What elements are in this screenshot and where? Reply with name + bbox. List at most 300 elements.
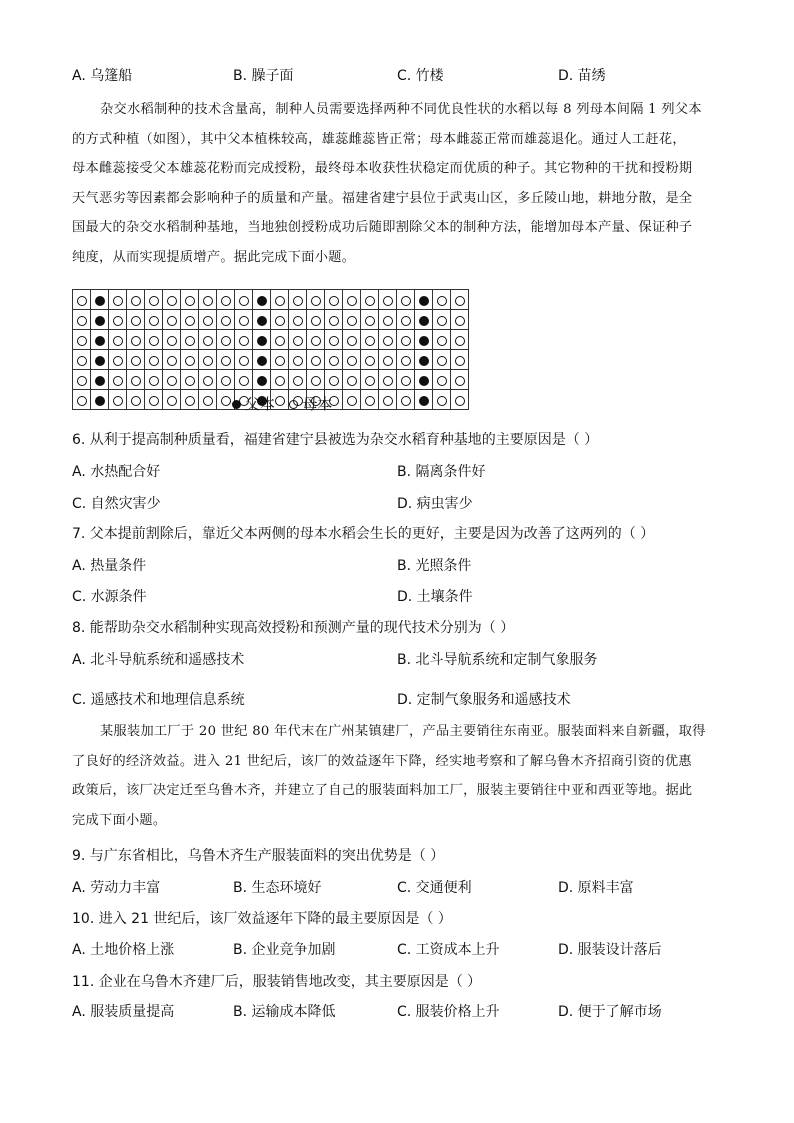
mother-plant-circle-icon — [401, 316, 411, 326]
q5-option-b: B. 臊子面 — [233, 68, 294, 84]
grid-cell — [109, 310, 127, 330]
passage-line: 国最大的杂交水稻制种基地，当地独创授粉成功后随即割除父本的制种方法，能增加母本产量、保证种子 — [72, 220, 693, 235]
q5-option-d: D. 苗绣 — [558, 68, 606, 84]
grid-cell — [397, 290, 415, 310]
grid-cell — [163, 310, 181, 330]
mother-plant-circle-icon — [437, 376, 447, 386]
grid-cell — [325, 290, 343, 310]
grid-cell — [397, 370, 415, 390]
mother-plant-circle-icon — [221, 376, 231, 386]
father-plant-dot-icon — [95, 336, 105, 346]
mother-plant-circle-icon — [401, 296, 411, 306]
grid-cell — [307, 370, 325, 390]
grid-cell — [433, 310, 451, 330]
grid-row — [73, 350, 469, 370]
mother-plant-circle-icon — [239, 296, 249, 306]
grid-cell — [253, 290, 271, 310]
father-plant-dot-icon — [419, 296, 429, 306]
father-plant-dot-icon — [257, 316, 267, 326]
mother-plant-circle-icon — [437, 396, 447, 406]
q6-option-d: D. 病虫害少 — [397, 496, 473, 512]
grid-cell — [271, 350, 289, 370]
q7-option-c: C. 水源条件 — [72, 589, 147, 605]
grid-cell — [415, 330, 433, 350]
mother-plant-circle-icon — [293, 316, 303, 326]
q10-option-a: A. 土地价格上涨 — [72, 942, 175, 958]
father-plant-dot-icon — [419, 376, 429, 386]
mother-plant-circle-icon — [293, 336, 303, 346]
q11-option-a: A. 服装质量提高 — [72, 1004, 175, 1020]
father-plant-dot-icon — [95, 376, 105, 386]
grid-cell — [397, 310, 415, 330]
mother-plant-circle-icon — [167, 376, 177, 386]
mother-plant-circle-icon — [167, 316, 177, 326]
mother-plant-circle-icon — [149, 336, 159, 346]
mother-plant-circle-icon — [365, 376, 375, 386]
grid-cell — [217, 310, 235, 330]
passage-line: 政策后，该厂决定迁至乌鲁木齐，并建立了自己的服装面料加工厂，服装主要销往中亚和西亚等地。据此 — [72, 783, 693, 798]
mother-plant-circle-icon — [383, 296, 393, 306]
mother-plant-circle-icon — [365, 336, 375, 346]
passage-line: 完成下面小题。 — [72, 812, 167, 828]
mother-plant-circle-icon — [131, 296, 141, 306]
mother-plant-circle-icon — [221, 396, 231, 406]
q5-option-a: A. 乌篷船 — [72, 68, 133, 84]
father-dot-icon — [232, 400, 241, 409]
q10-stem: 10. 进入 21 世纪后，该厂效益逐年下降的最主要原因是（ ） — [72, 911, 452, 927]
q10-option-b: B. 企业竞争加剧 — [233, 942, 336, 958]
legend-mother-label: 母本 — [302, 395, 333, 413]
q11-stem: 11. 企业在乌鲁木齐建厂后，服装销售地改变，其主要原因是（ ） — [72, 974, 482, 990]
grid-cell — [145, 330, 163, 350]
mother-plant-circle-icon — [149, 356, 159, 366]
mother-plant-circle-icon — [239, 376, 249, 386]
grid-cell — [343, 350, 361, 370]
father-plant-dot-icon — [419, 356, 429, 366]
grid-cell — [91, 390, 109, 410]
q8-option-a: A. 北斗导航系统和遥感技术 — [72, 652, 245, 668]
passage-line: 某服装加工厂于 20 世纪 80 年代末在广州某镇建厂，产品主要销往东南亚。服装面料来自新疆，取得 — [100, 724, 706, 739]
mother-plant-circle-icon — [131, 316, 141, 326]
mother-plant-circle-icon — [167, 396, 177, 406]
grid-cell — [307, 290, 325, 310]
q9-option-a: A. 劳动力丰富 — [72, 880, 161, 896]
grid-cell — [433, 390, 451, 410]
mother-plant-circle-icon — [131, 376, 141, 386]
mother-plant-circle-icon — [455, 356, 465, 366]
grid-cell — [451, 370, 469, 390]
mother-plant-circle-icon — [365, 356, 375, 366]
mother-plant-circle-icon — [239, 336, 249, 346]
mother-plant-circle-icon — [293, 356, 303, 366]
mother-plant-circle-icon — [401, 396, 411, 406]
grid-cell — [91, 330, 109, 350]
q8-stem: 8. 能帮助杂交水稻制种实现高效授粉和预测产量的现代技术分别为（ ） — [72, 620, 515, 636]
grid-cell — [415, 370, 433, 390]
planting-grid-figure — [72, 289, 469, 410]
grid-cell — [271, 370, 289, 390]
mother-plant-circle-icon — [167, 296, 177, 306]
mother-plant-circle-icon — [221, 336, 231, 346]
grid-cell — [73, 350, 91, 370]
mother-plant-circle-icon — [329, 356, 339, 366]
grid-cell — [379, 390, 397, 410]
mother-plant-circle-icon — [347, 316, 357, 326]
grid-cell — [343, 390, 361, 410]
father-plant-dot-icon — [257, 376, 267, 386]
mother-plant-circle-icon — [383, 316, 393, 326]
mother-plant-circle-icon — [113, 316, 123, 326]
mother-plant-circle-icon — [401, 356, 411, 366]
mother-plant-circle-icon — [437, 336, 447, 346]
mother-plant-circle-icon — [185, 336, 195, 346]
q8-option-b: B. 北斗导航系统和定制气象服务 — [397, 652, 598, 668]
grid-cell — [145, 390, 163, 410]
mother-plant-circle-icon — [275, 296, 285, 306]
mother-plant-circle-icon — [149, 296, 159, 306]
grid-cell — [415, 290, 433, 310]
grid-cell — [199, 350, 217, 370]
grid-cell — [145, 290, 163, 310]
q9-option-d: D. 原料丰富 — [558, 880, 634, 896]
mother-plant-circle-icon — [437, 316, 447, 326]
grid-cell — [289, 310, 307, 330]
grid-cell — [343, 310, 361, 330]
grid-cell — [451, 390, 469, 410]
grid-cell — [217, 350, 235, 370]
grid-cell — [163, 390, 181, 410]
mother-plant-circle-icon — [311, 316, 321, 326]
grid-cell — [397, 350, 415, 370]
grid-cell — [307, 310, 325, 330]
grid-cell — [433, 350, 451, 370]
grid-cell — [181, 330, 199, 350]
mother-plant-circle-icon — [455, 296, 465, 306]
q5-option-c: C. 竹楼 — [397, 68, 444, 84]
mother-plant-circle-icon — [167, 356, 177, 366]
grid-cell — [253, 310, 271, 330]
grid-cell — [235, 370, 253, 390]
grid-cell — [451, 330, 469, 350]
mother-plant-circle-icon — [149, 316, 159, 326]
grid-cell — [235, 350, 253, 370]
mother-plant-circle-icon — [293, 376, 303, 386]
grid-cell — [127, 290, 145, 310]
passage-line: 杂交水稻制种的技术含量高，制种人员需要选择两种不同优良性状的水稻以每 8 列母本间隔 1 列父本 — [100, 102, 702, 117]
grid-cell — [415, 350, 433, 370]
grid-cell — [181, 390, 199, 410]
mother-plant-circle-icon — [311, 376, 321, 386]
mother-plant-circle-icon — [383, 356, 393, 366]
q10-option-d: D. 服装设计落后 — [558, 942, 662, 958]
grid-cell — [235, 310, 253, 330]
father-plant-dot-icon — [95, 316, 105, 326]
grid-cell — [343, 370, 361, 390]
mother-plant-circle-icon — [185, 296, 195, 306]
mother-plant-circle-icon — [221, 296, 231, 306]
grid-cell — [199, 390, 217, 410]
mother-plant-circle-icon — [131, 356, 141, 366]
mother-plant-circle-icon — [347, 396, 357, 406]
mother-plant-circle-icon — [383, 336, 393, 346]
mother-plant-circle-icon — [77, 356, 87, 366]
grid-row — [73, 370, 469, 390]
grid-cell — [415, 310, 433, 330]
mother-plant-circle-icon — [311, 356, 321, 366]
grid-cell — [163, 290, 181, 310]
grid-cell — [73, 330, 91, 350]
grid-cell — [217, 370, 235, 390]
q9-stem: 9. 与广东省相比，乌鲁木齐生产服装面料的突出优势是（ ） — [72, 848, 445, 864]
mother-plant-circle-icon — [203, 396, 213, 406]
mother-plant-circle-icon — [437, 296, 447, 306]
mother-plant-circle-icon — [185, 396, 195, 406]
grid-cell — [163, 330, 181, 350]
q11-option-d: D. 便于了解市场 — [558, 1004, 662, 1020]
grid-cell — [91, 370, 109, 390]
passage-line: 天气恶劣等因素都会影响种子的质量和产量。福建省建宁县位于武夷山区，多丘陵山地，耕地分散，是全 — [72, 190, 693, 206]
grid-cell — [73, 290, 91, 310]
grid-cell — [91, 350, 109, 370]
mother-plant-circle-icon — [383, 396, 393, 406]
grid-cell — [91, 290, 109, 310]
grid-cell — [379, 290, 397, 310]
mother-plant-circle-icon — [347, 336, 357, 346]
grid-cell — [451, 310, 469, 330]
passage-line: 的方式种植（如图），其中父本植株较高，雄蕊雌蕊皆正常；母本雌蕊正常而雄蕊退化。通过人工赶花， — [72, 131, 686, 147]
passage-line: 母本雌蕊接受父本雄蕊花粉而完成授粉，最终母本收获性状稳定而优质的种子。其它物种的干扰和授粉期 — [72, 161, 693, 176]
grid-cell — [343, 290, 361, 310]
grid-cell — [361, 390, 379, 410]
mother-plant-circle-icon — [77, 396, 87, 406]
q11-option-b: B. 运输成本降低 — [233, 1004, 336, 1020]
grid-cell — [181, 310, 199, 330]
grid-cell — [415, 390, 433, 410]
grid-cell — [343, 330, 361, 350]
mother-plant-circle-icon — [365, 296, 375, 306]
grid-cell — [325, 370, 343, 390]
mother-plant-circle-icon — [383, 376, 393, 386]
mother-plant-circle-icon — [185, 316, 195, 326]
passage-line: 纯度，从而实现提质增产。据此完成下面小题。 — [72, 249, 356, 265]
mother-plant-circle-icon — [167, 336, 177, 346]
grid-cell — [109, 350, 127, 370]
grid-cell — [127, 370, 145, 390]
grid-cell — [361, 370, 379, 390]
mother-plant-circle-icon — [311, 296, 321, 306]
q6-option-b: B. 隔离条件好 — [397, 464, 486, 480]
mother-plant-circle-icon — [221, 356, 231, 366]
grid-cell — [379, 370, 397, 390]
q9-option-b: B. 生态环境好 — [233, 880, 322, 896]
mother-plant-circle-icon — [77, 376, 87, 386]
mother-plant-circle-icon — [347, 296, 357, 306]
mother-plant-circle-icon — [275, 356, 285, 366]
q8-option-c: C. 遥感技术和地理信息系统 — [72, 692, 245, 708]
q7-option-b: B. 光照条件 — [397, 558, 472, 574]
mother-plant-circle-icon — [455, 336, 465, 346]
grid-cell — [361, 290, 379, 310]
mother-plant-circle-icon — [275, 336, 285, 346]
grid-cell — [199, 370, 217, 390]
mother-plant-circle-icon — [113, 396, 123, 406]
mother-plant-circle-icon — [113, 296, 123, 306]
grid-cell — [73, 390, 91, 410]
mother-plant-circle-icon — [347, 376, 357, 386]
q6-option-c: C. 自然灾害少 — [72, 496, 161, 512]
grid-cell — [181, 350, 199, 370]
mother-plant-circle-icon — [437, 356, 447, 366]
father-plant-dot-icon — [419, 396, 429, 406]
mother-plant-circle-icon — [239, 316, 249, 326]
father-plant-dot-icon — [257, 336, 267, 346]
grid-cell — [109, 370, 127, 390]
mother-plant-circle-icon — [401, 376, 411, 386]
passage-line: 了良好的经济效益。进入 21 世纪后，该厂的效益逐年下降，经实地考察和了解乌鲁木齐招商引资的优惠 — [72, 753, 692, 769]
grid-cell — [253, 350, 271, 370]
mother-circle-icon — [289, 400, 298, 409]
q7-option-a: A. 热量条件 — [72, 558, 147, 574]
grid-cell — [325, 310, 343, 330]
grid-cell — [127, 310, 145, 330]
grid-cell — [433, 290, 451, 310]
father-plant-dot-icon — [257, 296, 267, 306]
mother-plant-circle-icon — [203, 376, 213, 386]
grid-cell — [253, 330, 271, 350]
grid-cell — [397, 330, 415, 350]
grid-cell — [433, 370, 451, 390]
mother-plant-circle-icon — [365, 316, 375, 326]
grid-cell — [145, 310, 163, 330]
grid-cell — [289, 290, 307, 310]
grid-cell — [325, 330, 343, 350]
mother-plant-circle-icon — [329, 296, 339, 306]
grid-cell — [451, 290, 469, 310]
grid-cell — [217, 290, 235, 310]
mother-plant-circle-icon — [329, 316, 339, 326]
grid-cell — [235, 290, 253, 310]
mother-plant-circle-icon — [311, 336, 321, 346]
mother-plant-circle-icon — [239, 356, 249, 366]
mother-plant-circle-icon — [203, 316, 213, 326]
father-plant-dot-icon — [419, 316, 429, 326]
q7-option-d: D. 土壤条件 — [397, 589, 473, 605]
grid-cell — [289, 330, 307, 350]
grid-cell — [361, 310, 379, 330]
grid-cell — [271, 330, 289, 350]
grid-cell — [289, 350, 307, 370]
grid-cell — [235, 330, 253, 350]
grid-cell — [199, 310, 217, 330]
mother-plant-circle-icon — [275, 316, 285, 326]
mother-plant-circle-icon — [149, 376, 159, 386]
mother-plant-circle-icon — [329, 376, 339, 386]
q7-stem: 7. 父本提前割除后，靠近父本两侧的母本水稻会生长的更好，主要是因为改善了这两列的（ ） — [72, 526, 655, 542]
grid-cell — [451, 350, 469, 370]
grid-row — [73, 310, 469, 330]
mother-plant-circle-icon — [113, 376, 123, 386]
grid-cell — [361, 330, 379, 350]
mother-plant-circle-icon — [203, 296, 213, 306]
figure-legend — [232, 394, 332, 414]
father-plant-dot-icon — [95, 396, 105, 406]
mother-plant-circle-icon — [77, 296, 87, 306]
mother-plant-circle-icon — [131, 336, 141, 346]
q11-option-c: C. 服装价格上升 — [397, 1004, 500, 1020]
grid-cell — [379, 310, 397, 330]
grid-cell — [91, 310, 109, 330]
grid-cell — [163, 370, 181, 390]
grid-cell — [145, 350, 163, 370]
grid-cell — [253, 370, 271, 390]
mother-plant-circle-icon — [365, 396, 375, 406]
mother-plant-circle-icon — [77, 316, 87, 326]
material-passage-garment — [72, 717, 722, 835]
q8-option-d: D. 定制气象服务和遥感技术 — [397, 692, 571, 708]
grid-cell — [109, 330, 127, 350]
father-plant-dot-icon — [419, 336, 429, 346]
grid-cell — [127, 350, 145, 370]
legend-father-label: 父本 — [245, 395, 276, 413]
grid-cell — [271, 310, 289, 330]
grid-cell — [307, 330, 325, 350]
mother-plant-circle-icon — [293, 296, 303, 306]
grid-cell — [181, 370, 199, 390]
grid-cell — [433, 330, 451, 350]
mother-plant-circle-icon — [275, 376, 285, 386]
mother-plant-circle-icon — [185, 356, 195, 366]
mother-plant-circle-icon — [455, 316, 465, 326]
mother-plant-circle-icon — [455, 396, 465, 406]
grid-cell — [127, 330, 145, 350]
mother-plant-circle-icon — [203, 356, 213, 366]
mother-plant-circle-icon — [401, 336, 411, 346]
material-passage-rice — [72, 95, 722, 272]
grid-cell — [361, 350, 379, 370]
mother-plant-circle-icon — [185, 376, 195, 386]
grid-cell — [397, 390, 415, 410]
grid-row — [73, 330, 469, 350]
father-plant-dot-icon — [95, 296, 105, 306]
father-plant-dot-icon — [95, 356, 105, 366]
grid-cell — [145, 370, 163, 390]
q10-option-c: C. 工资成本上升 — [397, 942, 500, 958]
mother-plant-circle-icon — [131, 396, 141, 406]
mother-plant-circle-icon — [203, 336, 213, 346]
grid-cell — [217, 330, 235, 350]
grid-cell — [379, 350, 397, 370]
grid-cell — [127, 390, 145, 410]
q6-stem: 6. 从利于提高制种质量看，福建省建宁县被选为杂交水稻育种基地的主要原因是（ ） — [72, 432, 599, 448]
grid-cell — [163, 350, 181, 370]
grid-cell — [199, 290, 217, 310]
q9-option-c: C. 交通便利 — [397, 880, 472, 896]
mother-plant-circle-icon — [113, 356, 123, 366]
grid-cell — [199, 330, 217, 350]
grid-cell — [109, 290, 127, 310]
father-plant-dot-icon — [257, 356, 267, 366]
q6-option-a: A. 水热配合好 — [72, 464, 161, 480]
mother-plant-circle-icon — [221, 316, 231, 326]
mother-plant-circle-icon — [113, 336, 123, 346]
mother-plant-circle-icon — [347, 356, 357, 366]
mother-plant-circle-icon — [329, 336, 339, 346]
mother-plant-circle-icon — [455, 376, 465, 386]
grid-cell — [325, 350, 343, 370]
grid-row — [73, 290, 469, 310]
grid-cell — [73, 310, 91, 330]
grid-cell — [109, 390, 127, 410]
